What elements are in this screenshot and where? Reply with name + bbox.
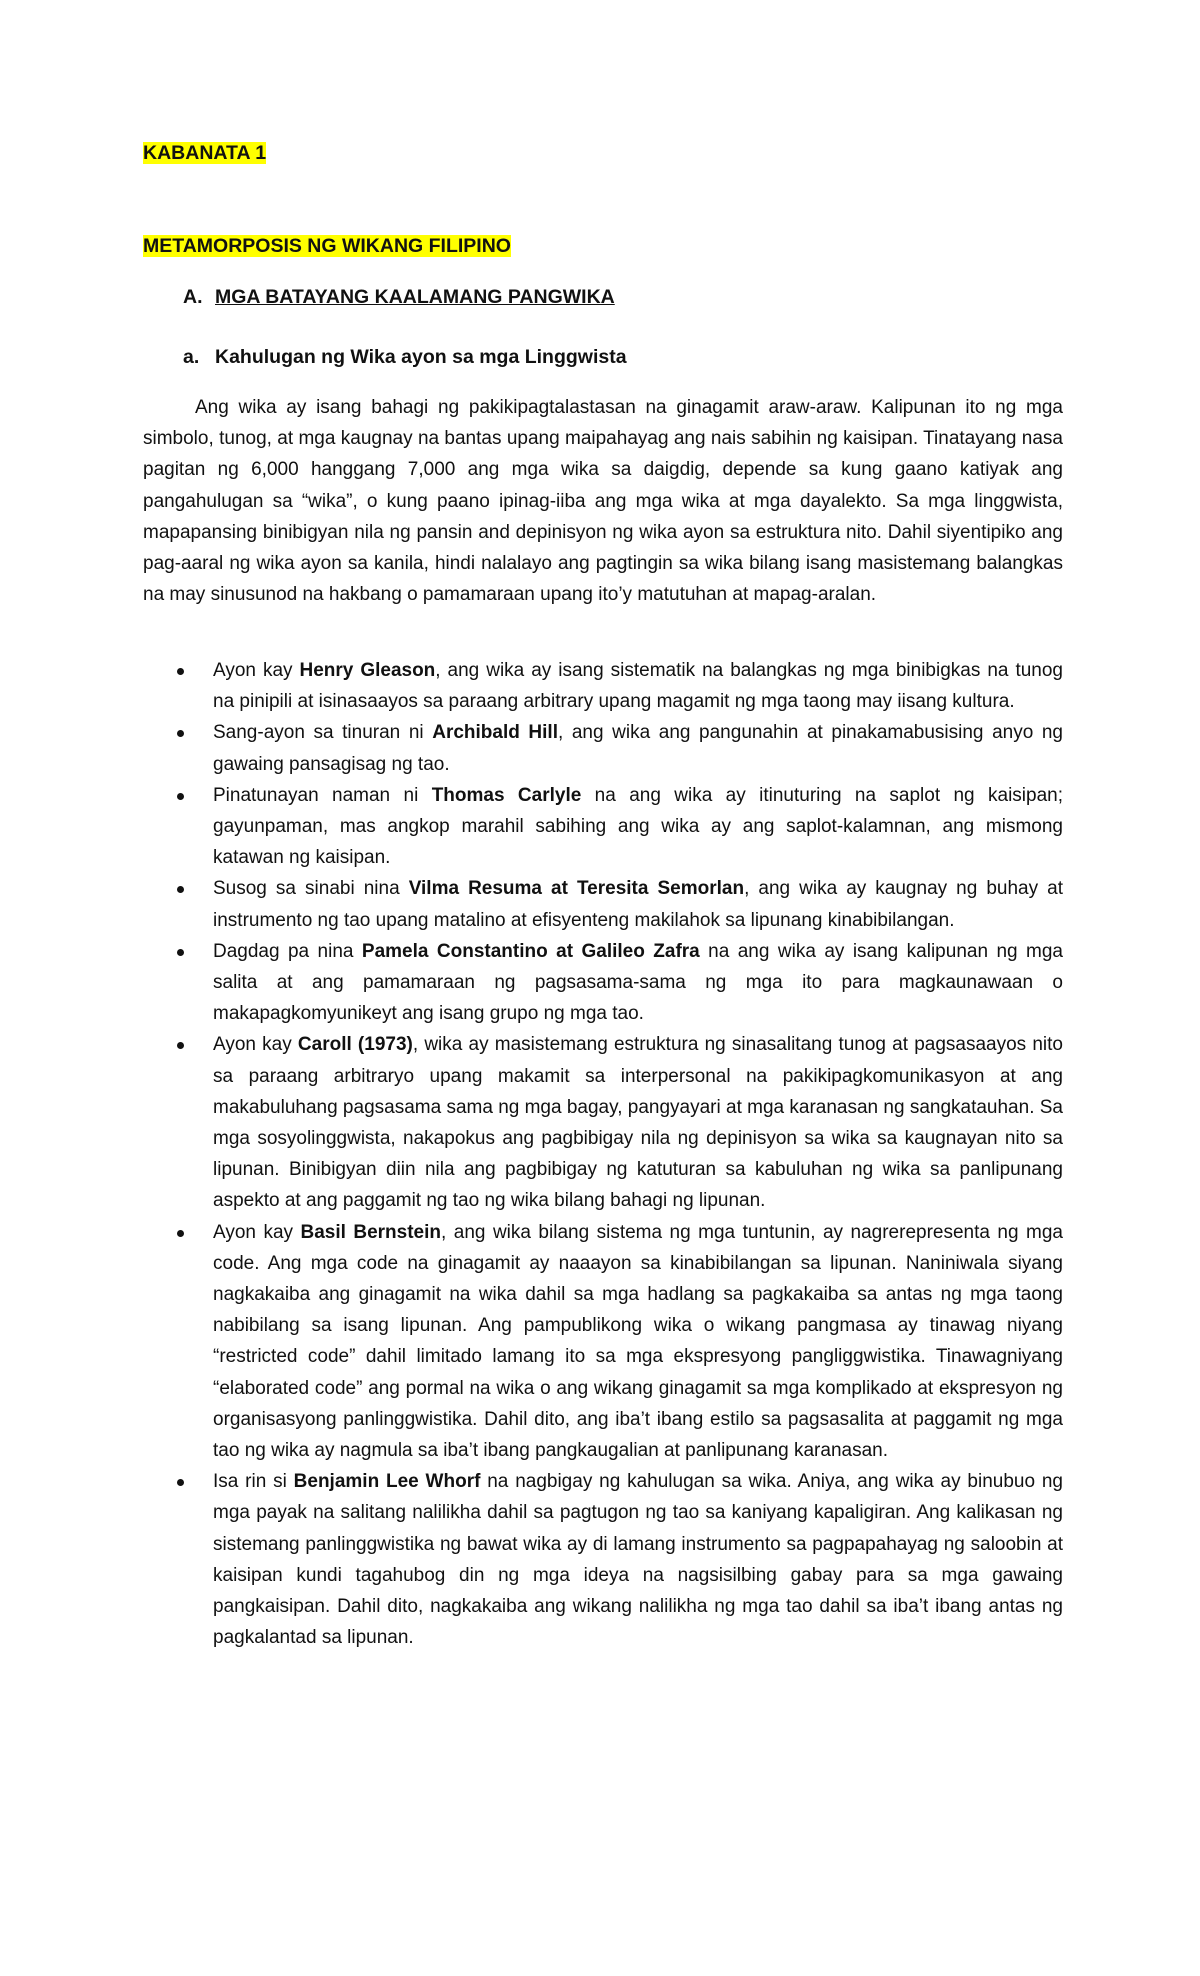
chapter-heading — [143, 142, 266, 165]
list-item — [143, 936, 1063, 1030]
bullet-icon — [177, 793, 184, 800]
item-text: Ayon kay — [213, 660, 300, 681]
item-author: Pamela Constantino at Galileo Zafra — [361, 940, 700, 962]
title-label: METAMORPOSIS NG WIKANG FILIPINO — [143, 235, 511, 257]
item-author: Thomas Carlyle — [431, 784, 582, 806]
list-item — [143, 1217, 1063, 1467]
item-text: , ang wika ang pangunahin at pinakamabusising anyo ng gawaing pansagisag ng tao. — [213, 722, 1063, 775]
item-author: Caroll (1973) — [297, 1034, 413, 1056]
list-item — [143, 873, 1063, 935]
subsection-text: Kahulugan ng Wika ayon sa mga Linggwista — [215, 346, 627, 368]
bullet-icon — [177, 1479, 184, 1486]
item-author: Archibald Hill — [432, 722, 558, 744]
item-text: Sang-ayon sa tinuran ni — [213, 722, 433, 744]
list-item — [143, 717, 1063, 779]
subsection-letter: a. — [183, 346, 200, 368]
item-text: Susog sa sinabi nina — [213, 878, 409, 900]
bullet-icon — [177, 949, 184, 956]
intro-paragraph: Ang wika ay isang bahagi ng pakikipagtalastasan na ginagamit araw-araw. Kalipunan ito ng mga simbolo, tunog, at mga kaugnay na bantas upang maipahayag ang nais sabihin ng kaisipan. Tinatayang nasa pagitan ng 6,000 hanggang 7,000 ang mga wika sa daigdig, depende sa kung gaano katiyak ang pangahulugan sa “wika”, o kung paano ipinag-iiba ang mga wika at mga dayalekto. Sa mga linggwista, mapapansing binibigyan nila ng pansin and depinisyon ng wika ayon sa estruktura nito. Dahil siyentipiko ang pag-aaral ng wika ayon sa kanila, hindi nalalayo ang pagtingin sa wika bilang isang masistemang balangkas na may sinusunod na hakbang o pamamaraan upang ito’y matutuhan at mapag-aralan. — [143, 397, 1063, 606]
item-text: , wika ay masistemang estruktura ng sinasalitang tunog at pagsasaayos nito sa paraang arbitraryo upang makamit sa interpersonal na pakikipagkomunikasyon at ang makabuluhang pagsasama sama ng mga bagay, pangyayari at mga karanasan ng sangkatauhan. Sa mga sosyolinggwista, nakapokus ang pagbibigay nila ng depinisyon sa wika sa kaugnayan nito sa lipunan. Binibigyan diin nila ang pagbibigay ng katuturan sa kabuluhan ng wika sa panlipunang aspekto at ang paggamit ng tao ng wika bilang bahagi ng lipunan. — [213, 1034, 1063, 1212]
item-text: na nagbigay ng kahulugan sa wika. Aniya, ang wika ay binubuo ng mga payak na salitang nalilikha dahil sa pagtugon ng tao sa kaniyang kapaligiran. Ang kalikasan ng sistemang panlinggwistika ng bawat wika ay di lamang instrumento sa pagpapahayag ng saloobin at kaisipan kundi tagahubog din ng mga ideya na nagsisilbing gabay para sa mga gawaing pangkaisipan. Dahil dito, nagkakaiba ang wikang nalilikha ng mga tao dahil sa iba’t ibang antas ng pagkalantad sa lipunan. — [213, 1471, 1063, 1649]
item-text: , ang wika ay isang sistematik na balangkas ng mga binibigkas na tunog na pinipili at isinasaayos sa paraang arbitrary upang magamit ng mga taong may iisang kultura. — [213, 660, 1063, 713]
item-author: Vilma Resuma at Teresita Semorlan — [408, 878, 745, 900]
item-text: , ang wika bilang sistema ng mga tuntunin, ay nagrerepresenta ng mga code. Ang mga code na ginagamit ay naaayon sa kinabibilangan sa lipunan. Naniniwala siyang nagkakaiba ang ginagamit na wika dahil sa mga hadlang sa pagkakaiba sa antas ng mga taong nabibilang sa isang lipunan. Ang pampublikong wika o wikang pangmasa ay tinawag niyang “restricted code” dahil limitado lamang ito sa mga ekspresyong pangliggwistika. Tinawagniyang “elaborated code” ang pormal na wika o ang wikang ginagamit sa mga komplikado at ekspresyon ng organisasyong panlinggwistika. Dahil dito, ang iba’t ibang estilo sa pagsasalita at paggamit ng mga tao ng wika ay nagmula sa iba’t ibang pangkaugalian at panlipunang karanasan. — [213, 1221, 1063, 1462]
item-author: Henry Gleason — [299, 660, 436, 681]
item-text: Pinatunayan naman ni — [213, 784, 432, 806]
list-item — [143, 1466, 1063, 1653]
section-text: MGA BATAYANG KAALAMANG PANGWIKA — [215, 286, 615, 308]
subsection-heading — [183, 346, 627, 369]
item-text: Ayon kay — [213, 1034, 298, 1056]
item-text: na ang wika ay itinuturing na saplot ng kaisipan; gayunpaman, mas angkop marahil sabihing ang wika ay ang saplot-kalamnan, ang mismong katawan ng kaisipan. — [213, 784, 1063, 869]
bullet-icon — [177, 730, 184, 737]
item-text: na ang wika ay isang kalipunan ng mga salita at ang pamamaraan ng pagsasama-sama ng mga ito para magkaunawaan o makapagkomyunikeyt ang isang grupo ng mga tao. — [213, 940, 1063, 1025]
item-author: Basil Bernstein — [300, 1221, 442, 1243]
section-letter: A. — [183, 286, 203, 308]
item-text: , ang wika ay kaugnay ng buhay at instrumento ng tao upang matalino at efisyenteng makilahok sa lipunang kinabibilangan. — [213, 878, 1064, 931]
item-text: Ayon kay — [213, 1221, 301, 1243]
item-text: Dagdag pa nina — [213, 940, 362, 962]
item-author: Benjamin Lee Whorf — [293, 1471, 481, 1493]
chapter-label: KABANATA 1 — [143, 142, 267, 164]
definitions-list — [143, 655, 1063, 1654]
list-item — [143, 780, 1063, 874]
bullet-icon — [177, 1042, 184, 1049]
bullet-icon — [177, 886, 184, 893]
page-title — [143, 235, 511, 258]
section-heading — [183, 286, 615, 309]
item-text: Isa rin si — [213, 1471, 294, 1493]
list-item — [143, 1029, 1063, 1216]
bullet-icon — [177, 1230, 184, 1237]
bullet-icon — [177, 668, 184, 675]
list-item — [143, 655, 1063, 717]
